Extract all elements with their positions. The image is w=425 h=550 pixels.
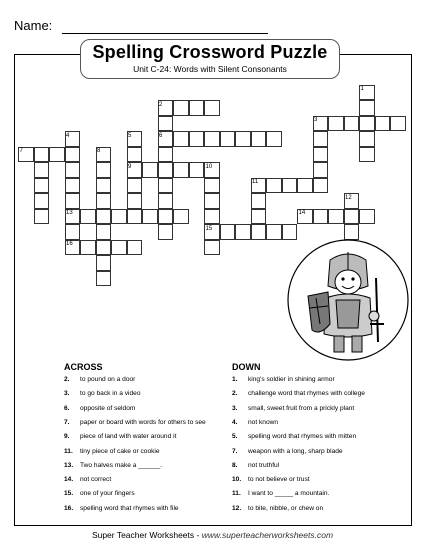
- crossword-cell[interactable]: [142, 209, 158, 225]
- crossword-cell[interactable]: [313, 131, 329, 147]
- clue-text: paper or board with words for others to see: [80, 418, 206, 426]
- clue-item: [64, 490, 135, 497]
- crossword-cell[interactable]: [375, 116, 391, 132]
- clue-text: spelling word that rhymes with file: [80, 504, 179, 512]
- crossword-cell[interactable]: [204, 193, 220, 209]
- crossword-cell[interactable]: [158, 193, 174, 209]
- clue-item: [232, 448, 343, 455]
- clue-text: not correct: [80, 476, 112, 484]
- footer-text: Super Teacher Worksheets -: [91, 530, 202, 540]
- crossword-cell[interactable]: [34, 162, 50, 178]
- crossword-cell[interactable]: [111, 209, 127, 225]
- crossword-cell[interactable]: [34, 193, 50, 209]
- clue-text: I want to _____ a mountain.: [248, 490, 330, 498]
- crossword-cell[interactable]: [65, 178, 81, 194]
- clue-number: 7.: [232, 447, 238, 455]
- clue-number: 3.: [64, 390, 70, 398]
- cell-number: 7: [19, 148, 23, 154]
- crossword-cell[interactable]: [266, 131, 282, 147]
- cell-number: 1: [360, 86, 364, 92]
- clue-text: piece of land with water around it: [80, 433, 177, 441]
- crossword-cell[interactable]: [204, 209, 220, 225]
- clue-item: [64, 448, 160, 455]
- clue-text: spelling word that rhymes with mitten: [248, 433, 357, 441]
- crossword-cell[interactable]: [328, 116, 344, 132]
- crossword-cell[interactable]: [34, 178, 50, 194]
- cell-number: 4: [66, 132, 70, 139]
- crossword-cell[interactable]: [96, 255, 112, 271]
- crossword-cell[interactable]: [251, 131, 267, 147]
- clue-item: [232, 405, 354, 412]
- clue-text: small, sweet fruit from a prickly plant: [248, 404, 355, 412]
- crossword-cell[interactable]: [313, 178, 329, 194]
- clue-item: [64, 433, 176, 440]
- crossword-cell[interactable]: [359, 209, 375, 225]
- clue-item: [64, 376, 135, 383]
- crossword-cell[interactable]: [220, 224, 236, 240]
- crossword-cell[interactable]: [359, 116, 375, 132]
- crossword-cell[interactable]: [189, 100, 205, 116]
- crossword-cell[interactable]: [220, 131, 236, 147]
- clue-text: to pound on a door: [80, 376, 136, 383]
- clue-text: not truthful: [248, 461, 280, 469]
- cell-number: 8: [97, 148, 101, 154]
- crossword-cell[interactable]: [34, 147, 50, 163]
- crossword-cell[interactable]: [344, 209, 360, 225]
- clue-number: 9.: [64, 433, 70, 441]
- crossword-cell[interactable]: [127, 147, 143, 163]
- clue-number: 12.: [232, 504, 242, 512]
- clue-number: 16.: [64, 504, 74, 512]
- clue-text: to go back in a video: [80, 390, 141, 398]
- crossword-cell[interactable]: [189, 131, 205, 147]
- crossword-cell[interactable]: [359, 100, 375, 116]
- name-line[interactable]: [62, 33, 268, 34]
- down-heading: DOWN: [232, 362, 261, 372]
- crossword-cell[interactable]: [80, 209, 96, 225]
- clue-number: 11.: [232, 490, 241, 498]
- crossword-cell[interactable]: [34, 209, 50, 225]
- clue-text: weapon with a long, sharp blade: [248, 447, 343, 455]
- clue-item: [232, 376, 335, 383]
- clue-text: not known: [248, 418, 279, 426]
- clue-number: 5.: [232, 433, 238, 441]
- clue-number: 8.: [232, 461, 238, 469]
- cell-number: 9: [128, 163, 132, 170]
- clue-item: [64, 419, 206, 426]
- crossword-cell[interactable]: [313, 162, 329, 178]
- clue-number: 13.: [64, 461, 74, 469]
- cell-number: 2: [159, 101, 163, 108]
- crossword-cell[interactable]: [96, 240, 112, 256]
- clue-text: challenge word that rhymes with college: [248, 390, 365, 398]
- clue-item: [232, 462, 279, 469]
- cell-number: 16: [66, 241, 73, 247]
- cell-number: 14: [298, 210, 306, 216]
- crossword-cell[interactable]: [204, 178, 220, 194]
- crossword-cell[interactable]: [282, 178, 298, 194]
- clue-number: 6.: [64, 404, 70, 412]
- crossword-cell[interactable]: [204, 100, 220, 116]
- crossword-cell[interactable]: [127, 178, 143, 194]
- clue-item: [232, 433, 356, 440]
- clue-number: 11.: [64, 447, 73, 455]
- crossword-cell[interactable]: [158, 162, 174, 178]
- clue-text: tiny piece of cake or cookie: [80, 447, 160, 455]
- clue-item: [64, 390, 140, 397]
- clue-text: to not believe or trust: [248, 476, 310, 484]
- cell-number: 13: [66, 210, 73, 216]
- cell-number: 12: [345, 194, 352, 201]
- clue-text: Two halves make a ______.: [80, 461, 163, 469]
- title-box: [80, 39, 340, 79]
- crossword-cell[interactable]: [313, 209, 329, 225]
- crossword-cell[interactable]: [127, 209, 143, 225]
- clue-number: 14.: [64, 476, 74, 484]
- crossword-cell[interactable]: [158, 116, 174, 132]
- crossword-cell[interactable]: [359, 147, 375, 163]
- crossword-cell[interactable]: [65, 162, 81, 178]
- page-title: Spelling Crossword Puzzle: [92, 42, 328, 62]
- cell-number: 6: [159, 132, 163, 139]
- clue-number: 10.: [232, 476, 242, 484]
- crossword-cell[interactable]: [49, 147, 65, 163]
- clue-item: [64, 476, 111, 483]
- crossword-cell[interactable]: [96, 162, 112, 178]
- crossword-cell[interactable]: [297, 178, 313, 194]
- clue-item: [64, 462, 162, 469]
- crossword-cell[interactable]: [251, 209, 267, 225]
- crossword-cell[interactable]: [158, 224, 174, 240]
- crossword-cell[interactable]: [111, 240, 127, 256]
- crossword-cell[interactable]: [235, 131, 251, 147]
- crossword-cell[interactable]: [80, 240, 96, 256]
- crossword-cell[interactable]: [173, 131, 189, 147]
- clue-item: [232, 476, 310, 483]
- cell-number: 3: [314, 117, 318, 123]
- crossword-cell[interactable]: [96, 178, 112, 194]
- cell-number: 15: [205, 225, 213, 232]
- crossword-cell[interactable]: [235, 224, 251, 240]
- footer: [0, 530, 425, 540]
- clue-text: to bite, nibble, or chew on: [248, 504, 324, 512]
- crossword-cell[interactable]: [127, 240, 143, 256]
- cell-number: 11: [252, 179, 259, 185]
- crossword-cell[interactable]: [251, 193, 267, 209]
- clue-item: [64, 505, 179, 512]
- crossword-cell[interactable]: [142, 162, 158, 178]
- crossword-cell[interactable]: [313, 147, 329, 163]
- cell-number: 5: [128, 132, 132, 139]
- crossword-cell[interactable]: [266, 224, 282, 240]
- crossword-cell[interactable]: [204, 240, 220, 256]
- page-subtitle: Unit C-24: Words with Silent Consonants: [133, 64, 287, 74]
- crossword-cell[interactable]: [266, 178, 282, 194]
- knight-illustration: [286, 238, 410, 362]
- clue-item: [232, 390, 365, 397]
- crossword-cell[interactable]: [65, 224, 81, 240]
- clue-item: [232, 505, 323, 512]
- clue-number: 2.: [64, 376, 70, 383]
- across-heading: ACROSS: [64, 362, 103, 372]
- clue-text: opposite of seldom: [80, 404, 136, 412]
- footer-url[interactable]: www.superteacherworksheets.com: [201, 530, 334, 540]
- clue-item: [232, 419, 278, 426]
- crossword-cell[interactable]: [96, 224, 112, 240]
- crossword-cell[interactable]: [127, 193, 143, 209]
- crossword-cell[interactable]: [96, 209, 112, 225]
- crossword-cell[interactable]: [158, 209, 174, 225]
- clue-number: 7.: [64, 418, 70, 426]
- crossword-cell[interactable]: [344, 116, 360, 132]
- crossword-cell[interactable]: [173, 100, 189, 116]
- crossword-cell[interactable]: [390, 116, 406, 132]
- crossword-cell[interactable]: [173, 162, 189, 178]
- crossword-cell[interactable]: [204, 131, 220, 147]
- clue-text: one of your fingers: [80, 490, 135, 498]
- clue-number: 1.: [232, 376, 238, 383]
- crossword-cell[interactable]: [251, 224, 267, 240]
- clue-number: 15.: [64, 490, 74, 498]
- cell-number: 10: [205, 163, 213, 170]
- name-label: Name:: [14, 18, 53, 33]
- crossword-cell[interactable]: [96, 271, 112, 287]
- clue-item: [232, 490, 329, 497]
- clue-text: king's soldier in shining armor: [248, 376, 335, 383]
- clue-number: 4.: [232, 418, 238, 426]
- clue-number: 3.: [232, 404, 238, 412]
- clue-item: [64, 405, 135, 412]
- crossword-cell[interactable]: [65, 147, 81, 163]
- crossword-cell[interactable]: [173, 209, 189, 225]
- crossword-cell[interactable]: [189, 162, 205, 178]
- crossword-cell[interactable]: [158, 147, 174, 163]
- crossword-cell[interactable]: [359, 131, 375, 147]
- clue-number: 2.: [232, 390, 238, 398]
- crossword-cell[interactable]: [96, 193, 112, 209]
- crossword-cell[interactable]: [65, 193, 81, 209]
- crossword-cell[interactable]: [328, 209, 344, 225]
- crossword-cell[interactable]: [158, 178, 174, 194]
